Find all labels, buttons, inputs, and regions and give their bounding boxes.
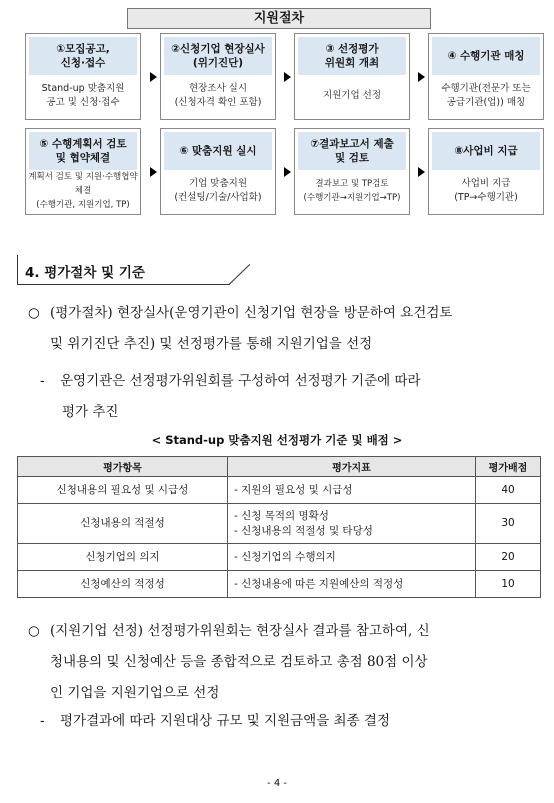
- process-step-6: [160, 128, 276, 215]
- criteria-indicator: [228, 504, 476, 544]
- page-number: - 4 -: [267, 778, 287, 789]
- step-description: 결과보고 및 TP검토 (수행기관→지원기업→TP): [303, 179, 401, 203]
- heading-left-rule: [17, 255, 18, 285]
- criteria-score: 10: [476, 571, 541, 598]
- process-step-8: [428, 128, 544, 215]
- criteria-indicator: [228, 477, 476, 504]
- process-step-1: [25, 33, 141, 120]
- paragraph-line: 평가결과에 따라 지원대상 규모 및 지원금액을 최종 결정: [60, 713, 390, 729]
- criteria-item: 신청예산의 적정성: [18, 571, 228, 598]
- criteria-score: 30: [476, 504, 541, 544]
- step-description: 계획서 검토 및 지원·수행협약체결 (수행기관, 지원기업, TP): [28, 172, 138, 210]
- criteria-item: 신청내용의 적절성: [18, 504, 228, 544]
- paragraph-final-decision: [40, 706, 548, 737]
- indicator-line: - 지원의 필요성 및 시급성: [234, 483, 353, 496]
- section-heading-text: 4. 평가절차 및 기준: [25, 265, 145, 281]
- paragraph-evaluation-procedure: [28, 298, 548, 360]
- arrow-right-icon: [418, 167, 425, 177]
- dash-bullet: -: [40, 713, 45, 729]
- step-description: 지원기업 선정: [322, 90, 382, 101]
- table-header-row: [18, 457, 541, 477]
- section-heading: [17, 255, 249, 285]
- process-step-4: [428, 33, 544, 120]
- column-header: 평가배점: [476, 457, 541, 477]
- process-step-2: [160, 33, 276, 120]
- table-row: [18, 504, 541, 544]
- process-step-7: [294, 128, 410, 215]
- step-heading: ⑤ 수행계획서 검토 및 협약체결: [29, 132, 137, 170]
- step-heading: ⑧사업비 지급: [432, 132, 540, 170]
- circle-bullet: ○: [28, 305, 40, 321]
- paragraph-line: (지원기업 선정) 선정평가위원회는 현장실사 결과를 참고하여, 신: [50, 623, 430, 639]
- step-heading: ②신청기업 현장실사 (위기진단): [164, 37, 272, 75]
- step-description: 기업 맞춤지원 (컨설팅/기술/사업화): [174, 178, 262, 203]
- criteria-item: 신청기업의 의지: [18, 544, 228, 571]
- table-row: [18, 544, 541, 571]
- dash-bullet: -: [40, 373, 45, 389]
- paragraph-line: 및 위기진단 추진) 및 선정평가를 통해 지원기업을 선정: [50, 336, 373, 352]
- arrow-right-icon: [418, 72, 425, 82]
- indicator-line: - 신청내용에 따른 지원예산의 적정성: [234, 577, 404, 590]
- criteria-item: 신청내용의 필요성 및 시급성: [18, 477, 228, 504]
- paragraph-committee: [40, 366, 548, 428]
- table-caption: < Stand-up 맞춤지원 선정평가 기준 및 배점 >: [151, 433, 403, 447]
- evaluation-criteria-table: [17, 456, 541, 598]
- paragraph-line: 청내용의 및 신청예산 등을 종합적으로 검토하고 총점 80점 이상: [50, 654, 428, 670]
- arrow-right-icon: [150, 167, 157, 177]
- paragraph-line: 인 기업을 지원기업으로 선정: [50, 685, 220, 701]
- step-description: 수행기관(전문가 또는 공급기관(업)) 매칭: [441, 83, 531, 108]
- step-heading: ⑥ 맞춤지원 실시: [164, 132, 272, 170]
- paragraph-company-selection: [28, 616, 548, 709]
- indicator-line: - 신청 목적의 명확성: [234, 509, 329, 522]
- table-row: [18, 571, 541, 598]
- column-header: 평가항목: [18, 457, 228, 477]
- criteria-indicator: [228, 544, 476, 571]
- table-row: [18, 477, 541, 504]
- process-step-5: [25, 128, 141, 215]
- heading-underline: [17, 284, 230, 285]
- process-step-3: [294, 33, 410, 120]
- step-heading: ①모집공고, 신청·접수: [29, 37, 137, 75]
- paragraph-line: 운영기관은 선정평가위원회를 구성하여 선정평가 기준에 따라: [60, 373, 421, 389]
- criteria-score: 20: [476, 544, 541, 571]
- criteria-indicator: [228, 571, 476, 598]
- arrow-right-icon: [284, 167, 291, 177]
- step-description: Stand-up 맞춤지원 공고 및 신청·접수: [41, 83, 125, 108]
- step-description: 사업비 지급 (TP→수행기관): [454, 178, 518, 203]
- step-description: 현장조사 실시 (신청자격 확인 포함): [174, 83, 262, 108]
- heading-diagonal-rule: [229, 264, 251, 285]
- indicator-line: - 신청내용의 적절성 및 타당성: [234, 524, 373, 537]
- criteria-score: 40: [476, 477, 541, 504]
- step-heading: ⑦결과보고서 제출 및 검토: [298, 132, 406, 170]
- circle-bullet: ○: [28, 623, 40, 639]
- arrow-right-icon: [284, 72, 291, 82]
- step-heading: ④ 수행기관 매칭: [432, 37, 540, 75]
- paragraph-line: 평가 추진: [62, 404, 119, 420]
- arrow-right-icon: [150, 72, 157, 82]
- paragraph-line: (평가절차) 현장실사(운영기관이 신청기업 현장을 방문하여 요건검토: [50, 305, 453, 321]
- column-header: 평가지표: [228, 457, 476, 477]
- indicator-line: - 신청기업의 수행의지: [234, 550, 336, 563]
- step-heading: ③ 선정평가 위원회 개최: [298, 37, 406, 75]
- process-title: 지원절차: [127, 8, 431, 29]
